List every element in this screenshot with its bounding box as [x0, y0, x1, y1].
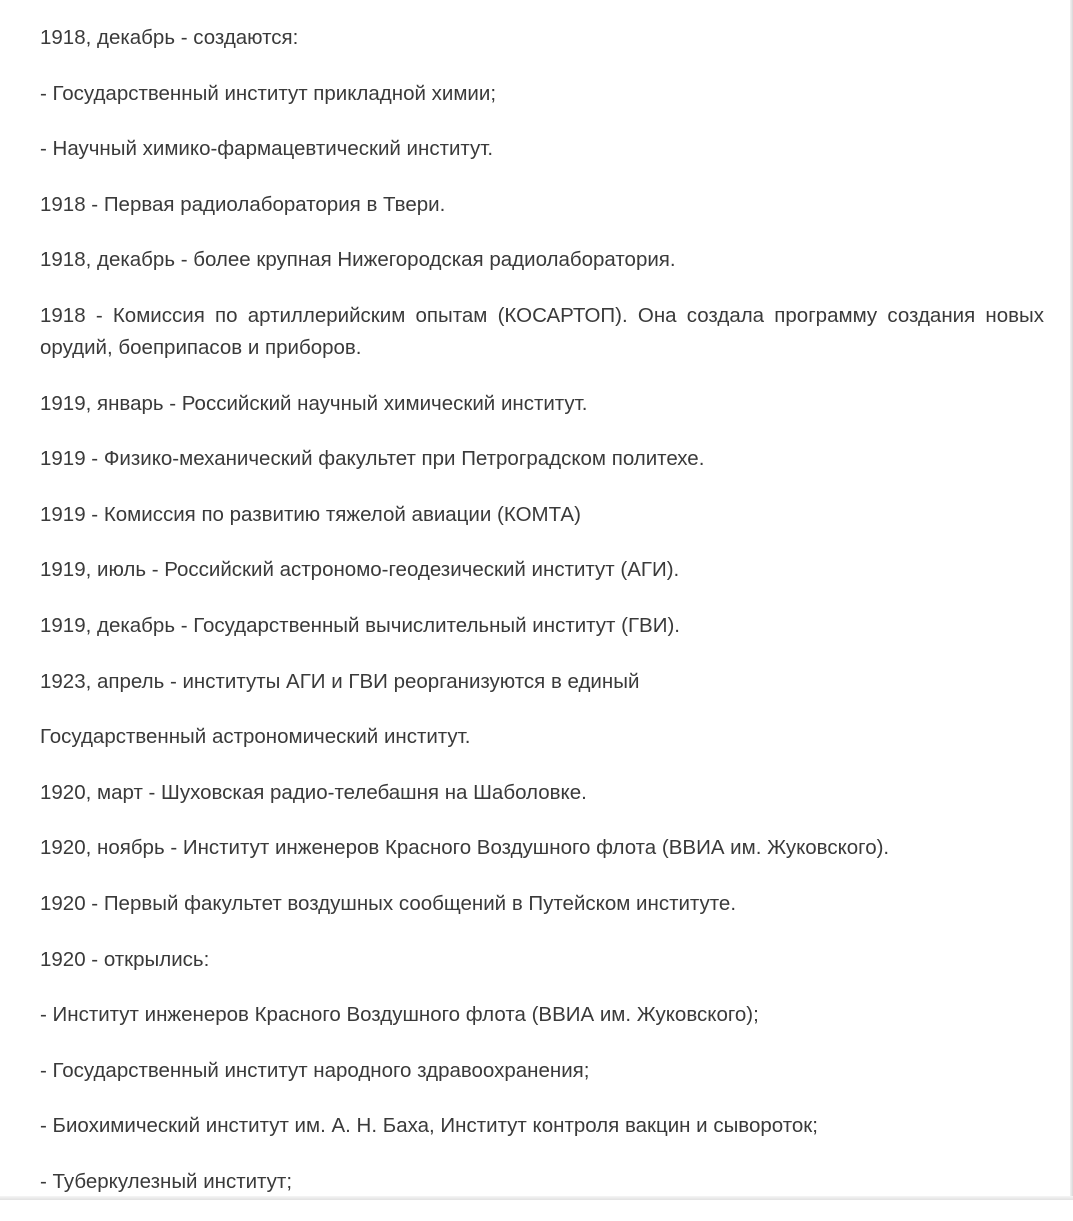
paragraph-gvi: 1919, декабрь - Государственный вычислительный институт (ГВИ).: [40, 613, 680, 637]
paragraph-state-astronomical-institute: Государственный астрономический институт.: [40, 725, 471, 749]
paragraph-tver-radiolab: 1918 - Первая радиолаборатория в Твери.: [40, 192, 446, 216]
paragraph-applied-chemistry-institute: - Государственный институт прикладной химии;: [40, 81, 497, 105]
paragraph-1923-reorganization: 1923, апрель - институты АГИ и ГВИ реорганизуются в единый: [40, 669, 640, 693]
paragraph-agi: 1919, июль - Российский астрономо-геодезический институт (АГИ).: [40, 558, 680, 582]
paragraph-public-health-institute: - Государственный институт народного здравоохранения;: [40, 1058, 590, 1082]
paragraph-russian-chemical-institute: 1919, январь - Российский научный химический институт.: [40, 391, 588, 415]
paragraph-vvia-list-item: - Институт инженеров Красного Воздушного флота (ВВИА им. Жуковского);: [40, 1003, 759, 1027]
paragraph-1918-december-created: 1918, декабрь - создаются:: [40, 26, 299, 49]
paragraph-1920-opened: 1920 - открылись:: [40, 947, 210, 971]
paragraph-vvia-november: 1920, ноябрь - Институт инженеров Красного Воздушного флота (ВВИА им. Жуковского).: [40, 836, 890, 860]
page-bottom-shadow: [0, 1196, 1073, 1200]
article-body: [40, 22, 1044, 1221]
paragraph-shukhov-tower: 1920, март - Шуховская радио-телебашня на Шаболовке.: [40, 780, 587, 804]
paragraph-tuberculosis-institute: - Туберкулезный институт;: [40, 1169, 293, 1193]
paragraph-physmech-faculty: 1919 - Физико-механический факультет при Петроградском политехе.: [40, 447, 705, 471]
paragraph-komta: 1919 - Комиссия по развитию тяжелой авиации (КОМТА): [40, 502, 581, 526]
paragraph-bach-biochemical-institute: - Биохимический институт им. А. Н. Баха, Институт контроля вакцин и сывороток;: [40, 1114, 818, 1138]
paragraph-air-communications-faculty: 1920 - Первый факультет воздушных сообщений в Путейском институте.: [40, 891, 737, 915]
paragraph-kosartop: 1918 - Комиссия по артиллерийским опытам (КОСАРТОП). Она создала программу создания новых орудий, боеприпасов и приборов.: [40, 303, 1044, 359]
paragraph-chem-pharma-institute: - Научный химико-фармацевтический институт.: [40, 137, 494, 161]
paragraph-nizhny-radiolab: 1918, декабрь - более крупная Нижегородская радиолаборатория.: [40, 248, 676, 272]
